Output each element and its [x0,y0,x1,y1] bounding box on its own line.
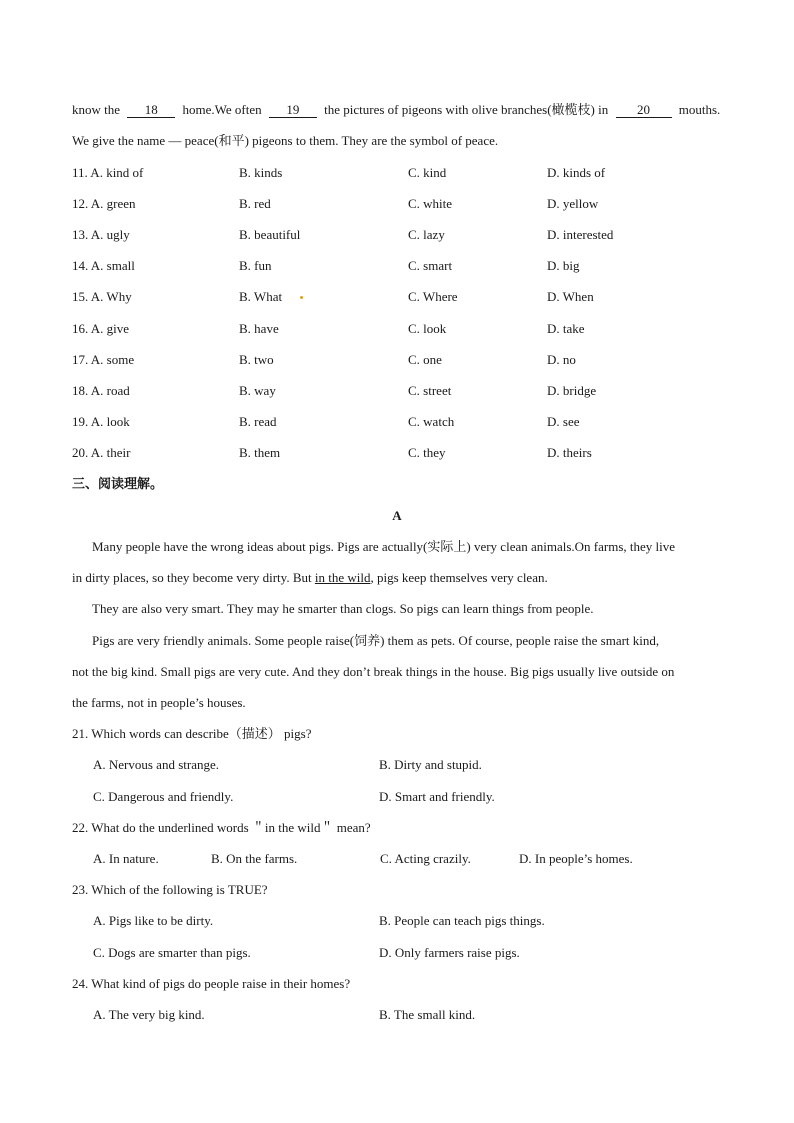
option-c: C. Where [408,289,458,304]
option-b: B. read [239,414,277,429]
blank-19: 19 [269,102,317,118]
cloze-option-row-20 [72,443,732,463]
text-segment: home.We often [182,102,262,117]
option-a: A. Nervous and strange. [93,757,219,772]
option-d: D. bridge [547,383,597,398]
option-c: C. kind [408,165,447,180]
question-24-stem: 24. What kind of pigs do people raise in their homes? [72,976,351,991]
option-d: D. When [547,289,594,304]
question-24-options-row1 [93,1005,733,1025]
text-segment: the pictures of pigeons with olive branches(橄榄枝) in [324,102,609,117]
text-segment: know the [72,102,121,117]
option-d: D. kinds of [547,165,606,180]
option-c: C. look [408,321,447,336]
option-b: B. fun [239,258,272,273]
passage-a-p3-line2: not the big kind. Small pigs are very cute. And they don’t break things in the house. Big pigs usually live outside on [72,664,675,679]
option-d: D. In people’s homes. [519,851,633,866]
option-a: 14. A. small [72,258,135,273]
cloze-option-row-18 [72,381,732,401]
passage-title: A [392,508,402,523]
option-c: C. Dogs are smarter than pigs. [93,945,251,960]
option-d: D. yellow [547,196,599,211]
option-d: D. big [547,258,580,273]
option-b: B. beautiful [239,227,301,242]
option-b: B. The small kind. [379,1007,476,1022]
cloze-option-row-12 [72,194,732,214]
option-d: D. no [547,352,576,367]
passage-a-p3-line3: the farms, not in people’s houses. [72,695,246,710]
question-23-options-row2 [93,943,733,963]
option-a: A. The very big kind. [93,1007,205,1022]
option-a: A. In nature. [93,851,159,866]
text-segment: , pigs keep themselves very clean. [370,570,548,585]
option-d: D. take [547,321,585,336]
question-23-options-row1 [93,911,733,931]
option-a: 11. A. kind of [72,165,144,180]
question-21-options-row1 [93,755,733,775]
section-title: 三、阅读理解。 [72,477,164,492]
underlined-phrase: in the wild [314,570,371,585]
passage-line-1 [72,100,732,120]
option-a: A. Pigs like to be dirty. [93,913,214,928]
passage-a-p2: They are also very smart. They may he smarter than clogs. So pigs can learn things from people. [92,601,594,616]
passage-line-2: We give the name — peace(和平) pigeons to them. They are the symbol of peace. [72,133,499,148]
cloze-option-row-17 [72,350,732,370]
option-b: B. kinds [239,165,283,180]
passage-a-p3-line1: Pigs are very friendly animals. Some people raise(饲养) them as pets. Of course, people raise the smart kind, [92,633,660,648]
option-c: C. white [408,196,453,211]
option-b: B. red [239,196,271,211]
blank-20: 20 [616,102,672,118]
option-b: B. On the farms. [211,851,298,866]
option-a: 12. A. green [72,196,136,211]
option-a: 18. A. road [72,383,130,398]
option-a: 13. A. ugly [72,227,130,242]
option-d: D. see [547,414,580,429]
cloze-option-row-19 [72,412,732,432]
passage-a-p1-line1: Many people have the wrong ideas about pigs. Pigs are actually(实际上) very clean animals.On farms, they live [92,539,676,554]
option-b: B. them [239,445,281,460]
cloze-option-row-14 [72,256,732,276]
option-a: 16. A. give [72,321,130,336]
option-a: 17. A. some [72,352,135,367]
question-21-options-row2 [93,787,733,807]
option-b: B. way [239,383,276,398]
question-23-stem: 23. Which of the following is TRUE? [72,882,268,897]
option-c: C. Dangerous and friendly. [93,789,234,804]
option-c: C. they [408,445,446,460]
option-c: C. watch [408,414,455,429]
option-d: D. theirs [547,445,592,460]
question-22-stem: 22. What do the underlined words ＂in the wild＂ mean? [72,820,371,835]
cloze-option-row-11 [72,163,732,183]
blank-18: 18 [127,102,175,118]
text-segment: in dirty places, so they become very dirty. But [72,570,315,585]
passage-a-p1-line2 [72,568,732,588]
option-a: 15. A. Why [72,289,132,304]
question-22-options [93,849,733,869]
option-b: B. Dirty and stupid. [379,757,482,772]
question-21-stem: 21. Which words can describe（描述） pigs? [72,726,312,741]
text-segment: mouths. [678,102,721,117]
option-b: B. People can teach pigs things. [379,913,545,928]
option-a: 20. A. their [72,445,131,460]
option-a: 19. A. look [72,414,130,429]
option-b: B. two [239,352,274,367]
stray-mark-dot [300,296,303,299]
option-c: C. street [408,383,452,398]
option-c: C. smart [408,258,453,273]
option-c: C. one [408,352,442,367]
option-d: D. Smart and friendly. [379,789,495,804]
option-c: C. lazy [408,227,445,242]
option-b: B. have [239,321,279,336]
cloze-option-row-13 [72,225,732,245]
cloze-option-row-16 [72,319,732,339]
option-d: D. interested [547,227,614,242]
cloze-option-row-15 [72,287,732,307]
option-b: B. What [239,289,283,304]
option-d: D. Only farmers raise pigs. [379,945,520,960]
option-c: C. Acting crazily. [380,851,471,866]
